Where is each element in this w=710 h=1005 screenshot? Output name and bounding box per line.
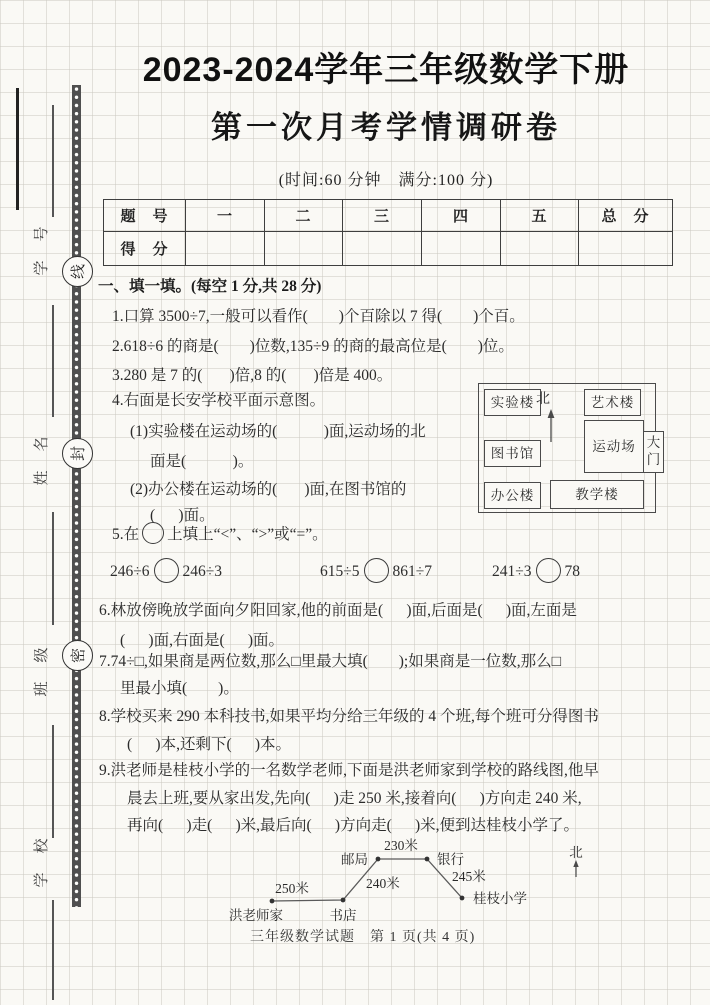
margin-blank-line [52, 900, 54, 1000]
expression-comparison [320, 558, 432, 583]
section1-heading: 一、填一填。(每空 1 分,共 28 分) [98, 278, 322, 295]
expression-left: 615÷5 [320, 563, 360, 580]
question-9-line3: 再向( )走( )米,最后向( )方向走( )米,便到达桂枝小学了。 [127, 817, 580, 834]
student-number-label: 学 号 [34, 224, 50, 276]
question-3: 3.280 是 7 的( )倍,8 的( )倍是 400。 [112, 367, 393, 384]
map-north-label: 北 [536, 392, 550, 407]
question-7-line2: 里最小填( )。 [120, 680, 239, 697]
route-label-d2: 240米 [366, 876, 400, 891]
route-north-label: 北 [569, 845, 583, 860]
question-8-line2: ( )本,还剩下( )本。 [127, 736, 292, 753]
circle-blank-icon [536, 558, 561, 583]
route-point-bank [425, 857, 430, 862]
scan-artifact-line [16, 88, 19, 210]
score-row-label: 得 分 [104, 232, 186, 266]
score-cell [579, 232, 673, 266]
expression-comparison [110, 558, 222, 583]
score-table-header-cell: 题 号 [104, 200, 186, 232]
question-4-sub2-line1: (2)办公楼在运动场的( )面,在图书馆的 [130, 481, 407, 498]
paper-title: 2023-2024学年三年级数学下册 [142, 51, 630, 89]
expression-right: 861÷7 [392, 563, 433, 580]
circle-blank-icon [364, 558, 389, 583]
margin-blank-line [52, 305, 54, 417]
route-point-school [460, 896, 465, 901]
circle-blank-icon [142, 522, 164, 544]
question-4-sub1-line2: 面是( )。 [150, 453, 254, 470]
score-table [103, 199, 673, 266]
seal-dotted-strip [72, 85, 81, 907]
score-table-header-cell: 二 [265, 200, 343, 232]
school-label: 学 校 [34, 836, 50, 888]
question-5-prefix: 5.在 [112, 526, 140, 543]
score-cell [343, 232, 422, 266]
expression-left: 241÷3 [492, 563, 532, 580]
score-table-header-cell: 四 [422, 200, 501, 232]
paper-subtitle: 第一次月考学情调研卷 [211, 110, 561, 145]
map-sports-field: 运动场 [584, 420, 644, 473]
score-table-header-cell: 三 [343, 200, 422, 232]
route-label-d1: 250米 [275, 881, 309, 896]
route-label-d3: 230米 [384, 838, 418, 853]
question-4-sub1-line1: (1)实验楼在运动场的( )面,运动场的北 [130, 423, 426, 440]
north-arrow-icon [545, 408, 557, 444]
question-7-line1: 7.74÷□,如果商是两位数,那么□里最大填( );如果商是一位数,那么□ [99, 653, 561, 670]
seal-circle-xian [62, 256, 93, 287]
score-cell [186, 232, 265, 266]
route-point-bookstore [341, 898, 346, 903]
question-6-line1: 6.林放傍晚放学面向夕阳回家,他的前面是( )面,后面是( )面,左面是 [99, 602, 577, 619]
question-5 [112, 522, 328, 544]
school-map-diagram [478, 383, 661, 513]
score-table-header-cell: 总 分 [579, 200, 673, 232]
route-diagram [180, 833, 600, 933]
map-teaching-building: 教学楼 [550, 480, 644, 509]
route-north-arrowhead [573, 860, 578, 867]
route-point-home [270, 899, 275, 904]
class-label: 班 级 [34, 645, 50, 697]
map-main-gate: 大门 [643, 431, 664, 473]
score-cell [265, 232, 343, 266]
route-label-d4: 245米 [452, 869, 486, 884]
seal-char: 线 [70, 263, 87, 280]
map-office-building: 办公楼 [484, 482, 541, 509]
question-4-intro: 4.右面是长安学校平面示意图。 [112, 392, 326, 409]
question-5-suffix: 上填上“<”、“>”或“=”。 [167, 526, 328, 543]
question-2: 2.618÷6 的商是( )位数,135÷9 的商的最高位是( )位。 [112, 338, 514, 355]
score-cell [501, 232, 579, 266]
route-label-bookstore: 书店 [329, 908, 357, 923]
map-lab-building: 实验楼 [484, 389, 541, 416]
seal-circle-feng [62, 438, 93, 469]
seal-char: 密 [70, 647, 87, 664]
question-5-expressions [0, 558, 710, 586]
time-score-info: (时间:60 分钟 满分:100 分) [278, 172, 494, 189]
margin-blank-line [52, 105, 54, 217]
score-cell [422, 232, 501, 266]
route-label-bank: 银行 [437, 852, 464, 867]
question-6-line2: ( )面,右面是( )面。 [120, 632, 285, 649]
question-4-sub2-line2: ( )面。 [150, 507, 215, 524]
question-9-line2: 晨去上班,要从家出发,先向( )走 250 米,接着向( )方向走 240 米, [127, 790, 582, 807]
expression-comparison [492, 558, 580, 583]
score-table-header-cell: 一 [186, 200, 265, 232]
route-point-post [376, 857, 381, 862]
seal-char: 封 [70, 445, 87, 462]
page-footer: 三年级数学试题 第 1 页(共 4 页) [250, 930, 476, 945]
seal-circle-mi [62, 640, 93, 671]
expression-right: 246÷3 [182, 563, 223, 580]
route-label-post: 邮局 [341, 852, 368, 867]
question-1: 1.口算 3500÷7,一般可以看作( )个百除以 7 得( )个百。 [112, 308, 525, 325]
expression-left: 246÷6 [110, 563, 150, 580]
name-label: 姓 名 [34, 434, 50, 486]
question-9-line1: 9.洪老师是桂枝小学的一名数学老师,下面是洪老师家到学校的路线图,他早 [99, 762, 599, 779]
circle-blank-icon [154, 558, 179, 583]
score-table-header-cell: 五 [501, 200, 579, 232]
map-library: 图书馆 [484, 440, 541, 467]
question-8-line1: 8.学校买来 290 本科技书,如果平均分给三年级的 4 个班,每个班可分得图书 [99, 708, 599, 725]
map-art-building: 艺术楼 [584, 389, 641, 416]
route-label-home: 洪老师家 [229, 908, 283, 923]
expression-right: 78 [564, 563, 581, 580]
route-label-school: 桂枝小学 [473, 891, 527, 906]
